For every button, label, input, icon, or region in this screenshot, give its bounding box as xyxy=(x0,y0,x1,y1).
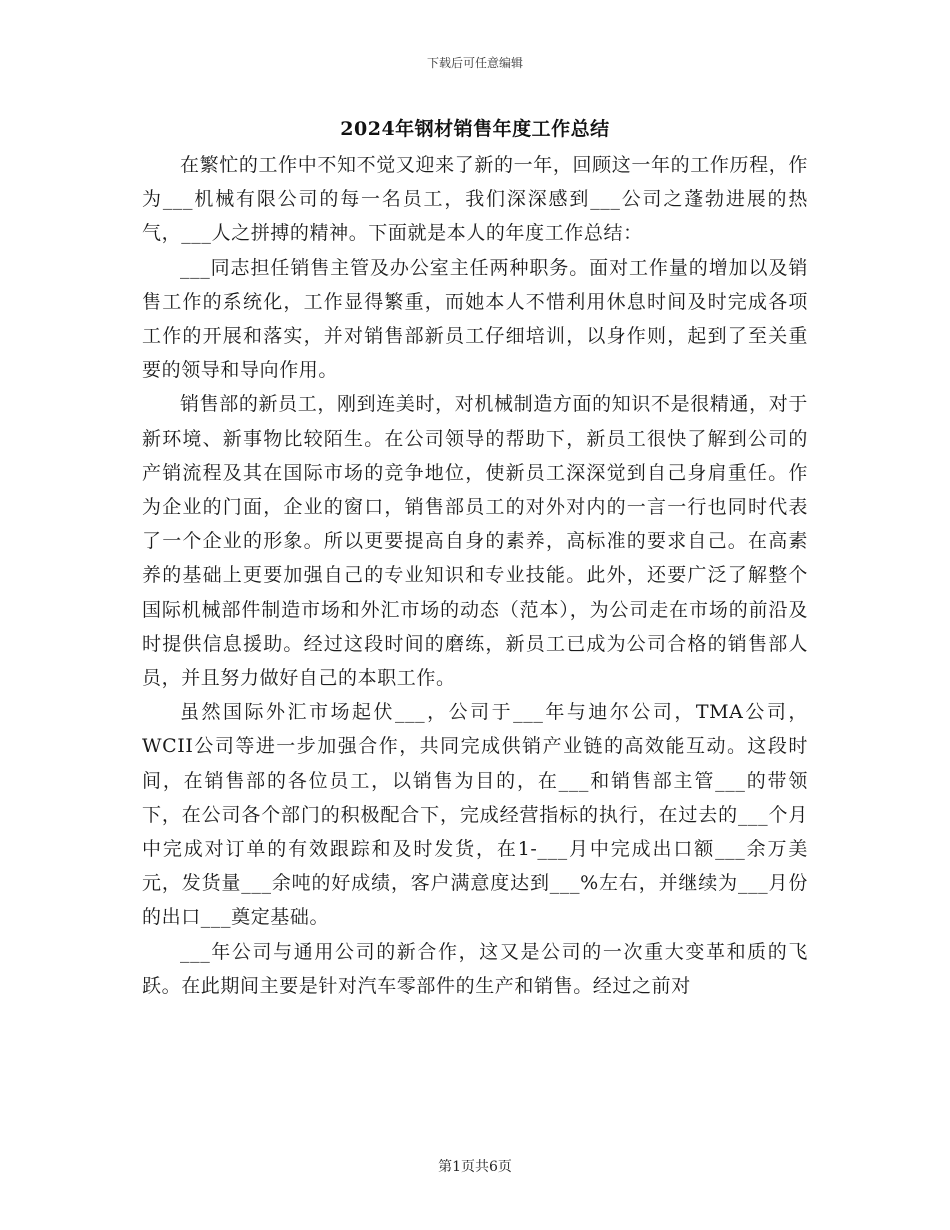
paragraph-intro: 在繁忙的工作中不知不觉又迎来了新的一年，回顾这一年的工作历程，作为___机械有限公司的每一名员工，我们深深感到___公司之蓬勃进展的热气，___人之拼搏的精神。下面就是本人的年度工作总结： xyxy=(142,154,808,245)
document-title: 2024年钢材销售年度工作总结 xyxy=(340,118,610,140)
paragraph-new-staff: 销售部的新员工，刚到连美时，对机械制造方面的知识不是很精通，对于新环境、新事物比较陌生。在公司领导的帮助下，新员工很快了解到公司的产销流程及其在国际市场的竞争地位，使新员工深深觉到自己身肩重任。作为企业的门面，企业的窗口，销售部员工的对外对内的一言一行也同时代表了一个企业的形象。所以更要提高自身的素养，高标准的要求自己。在高素养的基础上更要加强自己的专业知识和专业技能。此外，还要广泛了解整个国际机械部件制造市场和外汇市场的动态（范本），为公司走在市场的前沿及时提供信息援助。经过这段时间的磨练，新员工已成为公司合格的销售部人员，并且努力做好自己的本职工作。 xyxy=(142,393,808,690)
paragraph-cooperation: ___年公司与通用公司的新合作，这又是公司的一次重大变革和质的飞跃。在此期间主要是针对汽车零部件的生产和销售。经过之前对 xyxy=(142,940,808,997)
page-number: 第1页共6页 xyxy=(438,1159,512,1175)
header-note: 下载后可任意编辑 xyxy=(426,56,523,70)
paragraph-supervisor: ___同志担任销售主管及办公室主任两种职务。面对工作量的增加以及销售工作的系统化，工作显得繁重，而她本人不惜利用休息时间及时完成各项工作的开展和落实，并对销售部新员工仔细培训，以身作则，起到了至关重要的领导和导向作用。 xyxy=(142,256,808,382)
document-body xyxy=(142,148,808,1003)
paragraph-market: 虽然国际外汇市场起伏___，公司于___年与迪尔公司，TMA公司，WCII公司等进一步加强合作，共同完成供销产业链的高效能互动。这段时间，在销售部的各位员工，以销售为目的，在___和销售部主管___的带领下，在公司各个部门的积极配合下，完成经营指标的执行，在过去的___个月中完成对订单的有效跟踪和及时发货，在1-___月中完成出口额___余万美元，发货量___余吨的好成绩，客户满意度达到___%左右，并继续为___月份的出口___奠定基础。 xyxy=(142,701,808,929)
